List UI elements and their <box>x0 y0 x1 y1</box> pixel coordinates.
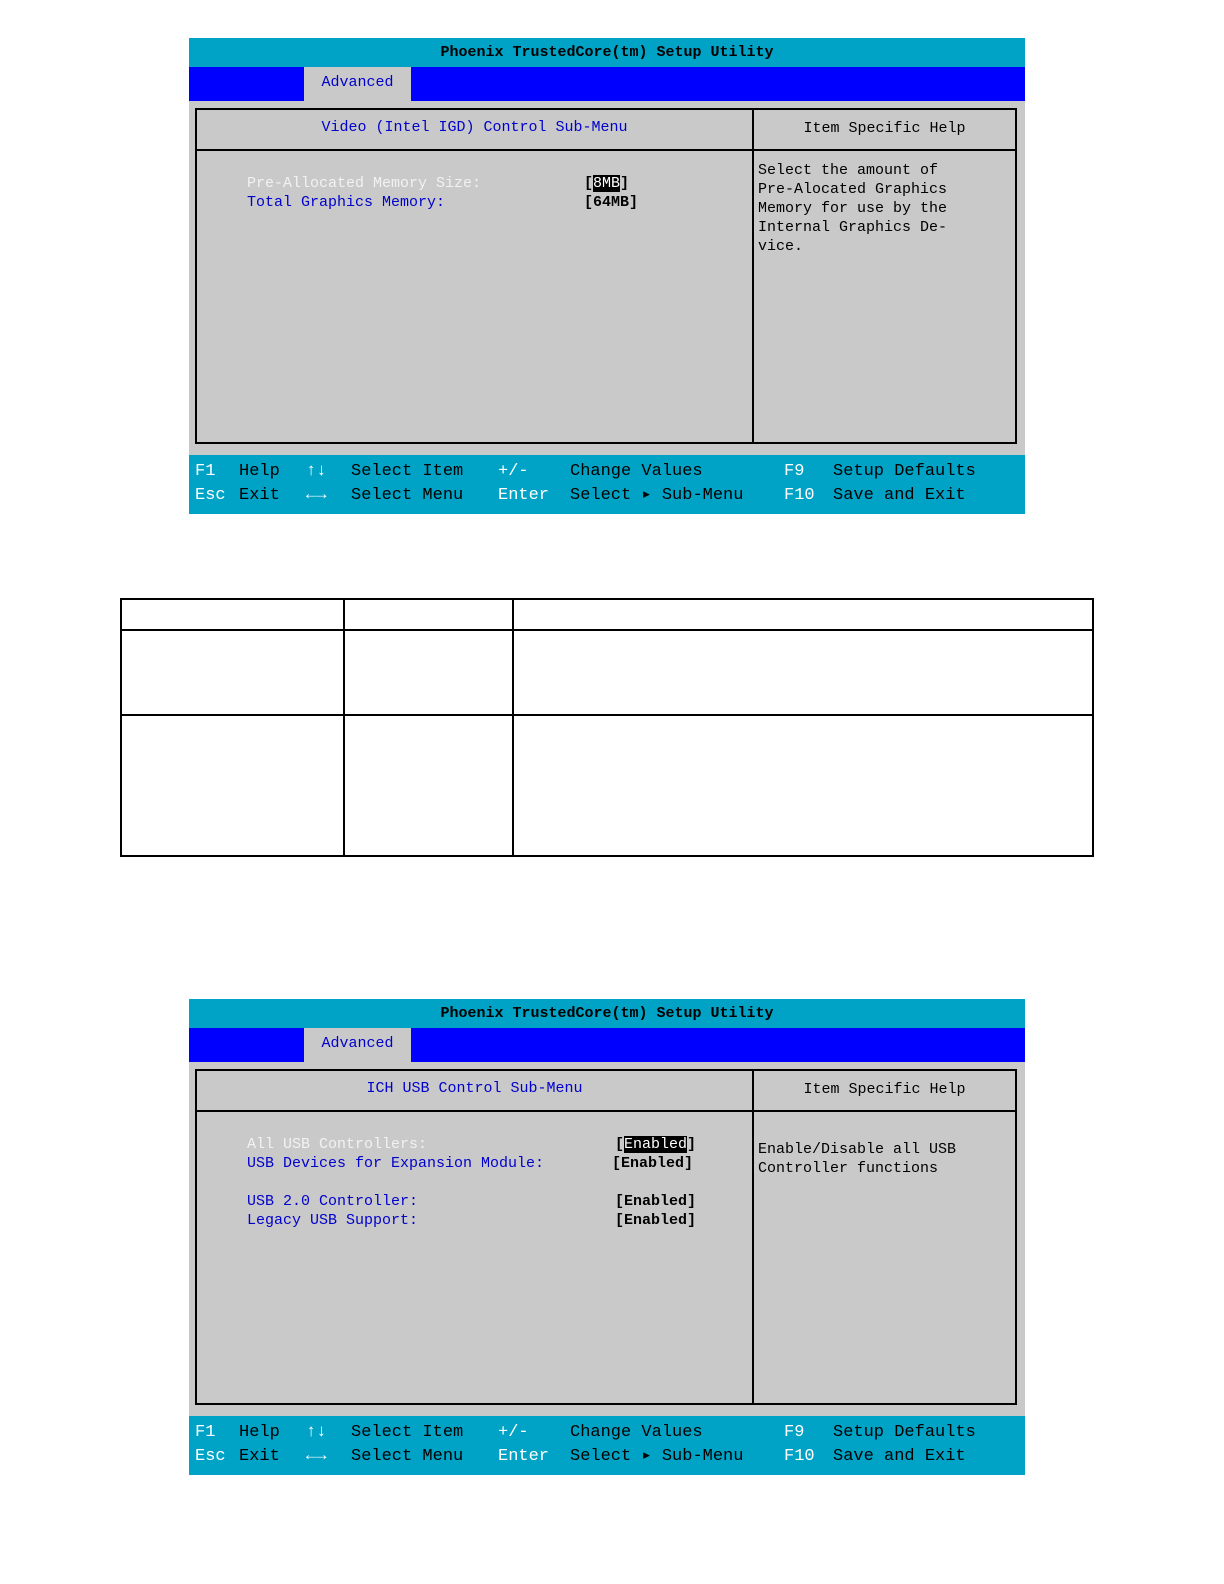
divider-horizontal <box>197 149 1015 151</box>
window-title: Phoenix TrustedCore(tm) Setup Utility <box>189 999 1025 1028</box>
help-title: Item Specific Help <box>803 120 966 137</box>
leftright-arrows-key: ←→ <box>306 486 327 505</box>
f1-key: F1 <box>195 462 216 481</box>
f10-key: F10 <box>784 486 815 505</box>
table-cell <box>344 715 513 856</box>
setting-value-pre-allocated-memory-size[interactable] <box>584 174 629 193</box>
esc-key: Esc <box>195 1447 226 1466</box>
setting-value-usb-devices-expansion-module: [Enabled] <box>612 1155 694 1172</box>
table-cell <box>121 599 344 630</box>
table-cell <box>344 630 513 715</box>
setting-all-usb-controllers[interactable]: All USB Controllers: <box>247 1136 428 1153</box>
submenu-title: ICH USB Control Sub-Menu <box>366 1080 583 1097</box>
plusminus-desc: Change Values <box>570 1423 703 1442</box>
window-title: Phoenix TrustedCore(tm) Setup Utility <box>189 38 1025 67</box>
table-row <box>121 630 1093 715</box>
esc-desc: Exit <box>239 1447 280 1466</box>
enter-key: Enter <box>498 486 550 505</box>
help-text: Select the amount of Pre-Alocated Graphics Memory for use by the Internal Graphics De- vice. <box>758 162 948 255</box>
bracket-open: [ <box>615 1136 625 1153</box>
divider-vertical <box>752 110 754 442</box>
tab-advanced[interactable]: Advanced <box>304 67 411 101</box>
f9-desc: Setup Defaults <box>833 462 976 481</box>
enter-key: Enter <box>498 1447 550 1466</box>
setting-usb-devices-expansion-module[interactable]: USB Devices for Expansion Module: <box>247 1155 545 1172</box>
f9-desc: Setup Defaults <box>833 1423 976 1442</box>
table-cell <box>344 599 513 630</box>
f9-key: F9 <box>784 1423 805 1442</box>
table-cell <box>121 715 344 856</box>
plusminus-key: +/- <box>498 1423 529 1442</box>
f10-desc: Save and Exit <box>833 486 966 505</box>
help-text: Enable/Disable all USB Controller functions <box>758 1141 957 1177</box>
setting-legacy-usb-support[interactable]: Legacy USB Support: <box>247 1212 419 1229</box>
submenu-title: Video (Intel IGD) Control Sub-Menu <box>321 119 628 136</box>
f1-desc: Help <box>239 1423 280 1442</box>
main-panel <box>189 1062 1025 1416</box>
setting-pre-allocated-memory-size[interactable]: Pre-Allocated Memory Size: <box>247 175 482 192</box>
menu-bar <box>189 67 1025 101</box>
setting-value-all-usb-controllers[interactable] <box>615 1135 696 1154</box>
bracket-open: [ <box>584 175 594 192</box>
menu-bar <box>189 1028 1025 1062</box>
setting-usb-2-controller[interactable]: USB 2.0 Controller: <box>247 1193 419 1210</box>
divider-vertical <box>752 1071 754 1403</box>
f1-desc: Help <box>239 462 280 481</box>
tab-advanced[interactable]: Advanced <box>304 1028 411 1062</box>
highlighted-value[interactable]: Enabled <box>624 1136 688 1153</box>
leftright-arrows-key: ←→ <box>306 1447 327 1466</box>
highlighted-value[interactable]: 8MB <box>593 175 621 192</box>
bracket-close: ] <box>687 1136 697 1153</box>
enter-desc: Select ▸ Sub-Menu <box>570 1447 744 1466</box>
table-cell <box>513 599 1093 630</box>
main-panel <box>189 101 1025 455</box>
table-cell <box>513 715 1093 856</box>
plusminus-desc: Change Values <box>570 462 703 481</box>
bracket-close: ] <box>620 175 630 192</box>
f1-key: F1 <box>195 1423 216 1442</box>
table-row <box>121 715 1093 856</box>
divider-horizontal <box>197 1110 1015 1112</box>
leftright-desc: Select Menu <box>351 1447 464 1466</box>
esc-key: Esc <box>195 486 226 505</box>
key-help-footer <box>189 455 1025 514</box>
enter-desc: Select ▸ Sub-Menu <box>570 486 744 505</box>
f9-key: F9 <box>784 462 805 481</box>
bios-screen-usb <box>189 999 1025 1475</box>
key-help-footer <box>189 1416 1025 1475</box>
esc-desc: Exit <box>239 486 280 505</box>
updown-desc: Select Item <box>351 1423 464 1442</box>
help-title: Item Specific Help <box>803 1081 966 1098</box>
setting-value-legacy-usb-support: [Enabled] <box>615 1212 697 1229</box>
panel-frame <box>195 108 1017 444</box>
updown-arrows-key: ↑↓ <box>306 462 327 481</box>
table-cell <box>513 630 1093 715</box>
setting-value-usb-2-controller: [Enabled] <box>615 1193 697 1210</box>
table-cell <box>121 630 344 715</box>
leftright-desc: Select Menu <box>351 486 464 505</box>
updown-desc: Select Item <box>351 462 464 481</box>
f10-desc: Save and Exit <box>833 1447 966 1466</box>
f10-key: F10 <box>784 1447 815 1466</box>
bios-screen-video <box>189 38 1025 514</box>
setting-value-total-graphics-memory: [64MB] <box>584 194 639 211</box>
setting-total-graphics-memory[interactable]: Total Graphics Memory: <box>247 194 446 211</box>
panel-frame <box>195 1069 1017 1405</box>
updown-arrows-key: ↑↓ <box>306 1423 327 1442</box>
plusminus-key: +/- <box>498 462 529 481</box>
blank-table <box>120 598 1094 857</box>
table-row <box>121 599 1093 630</box>
